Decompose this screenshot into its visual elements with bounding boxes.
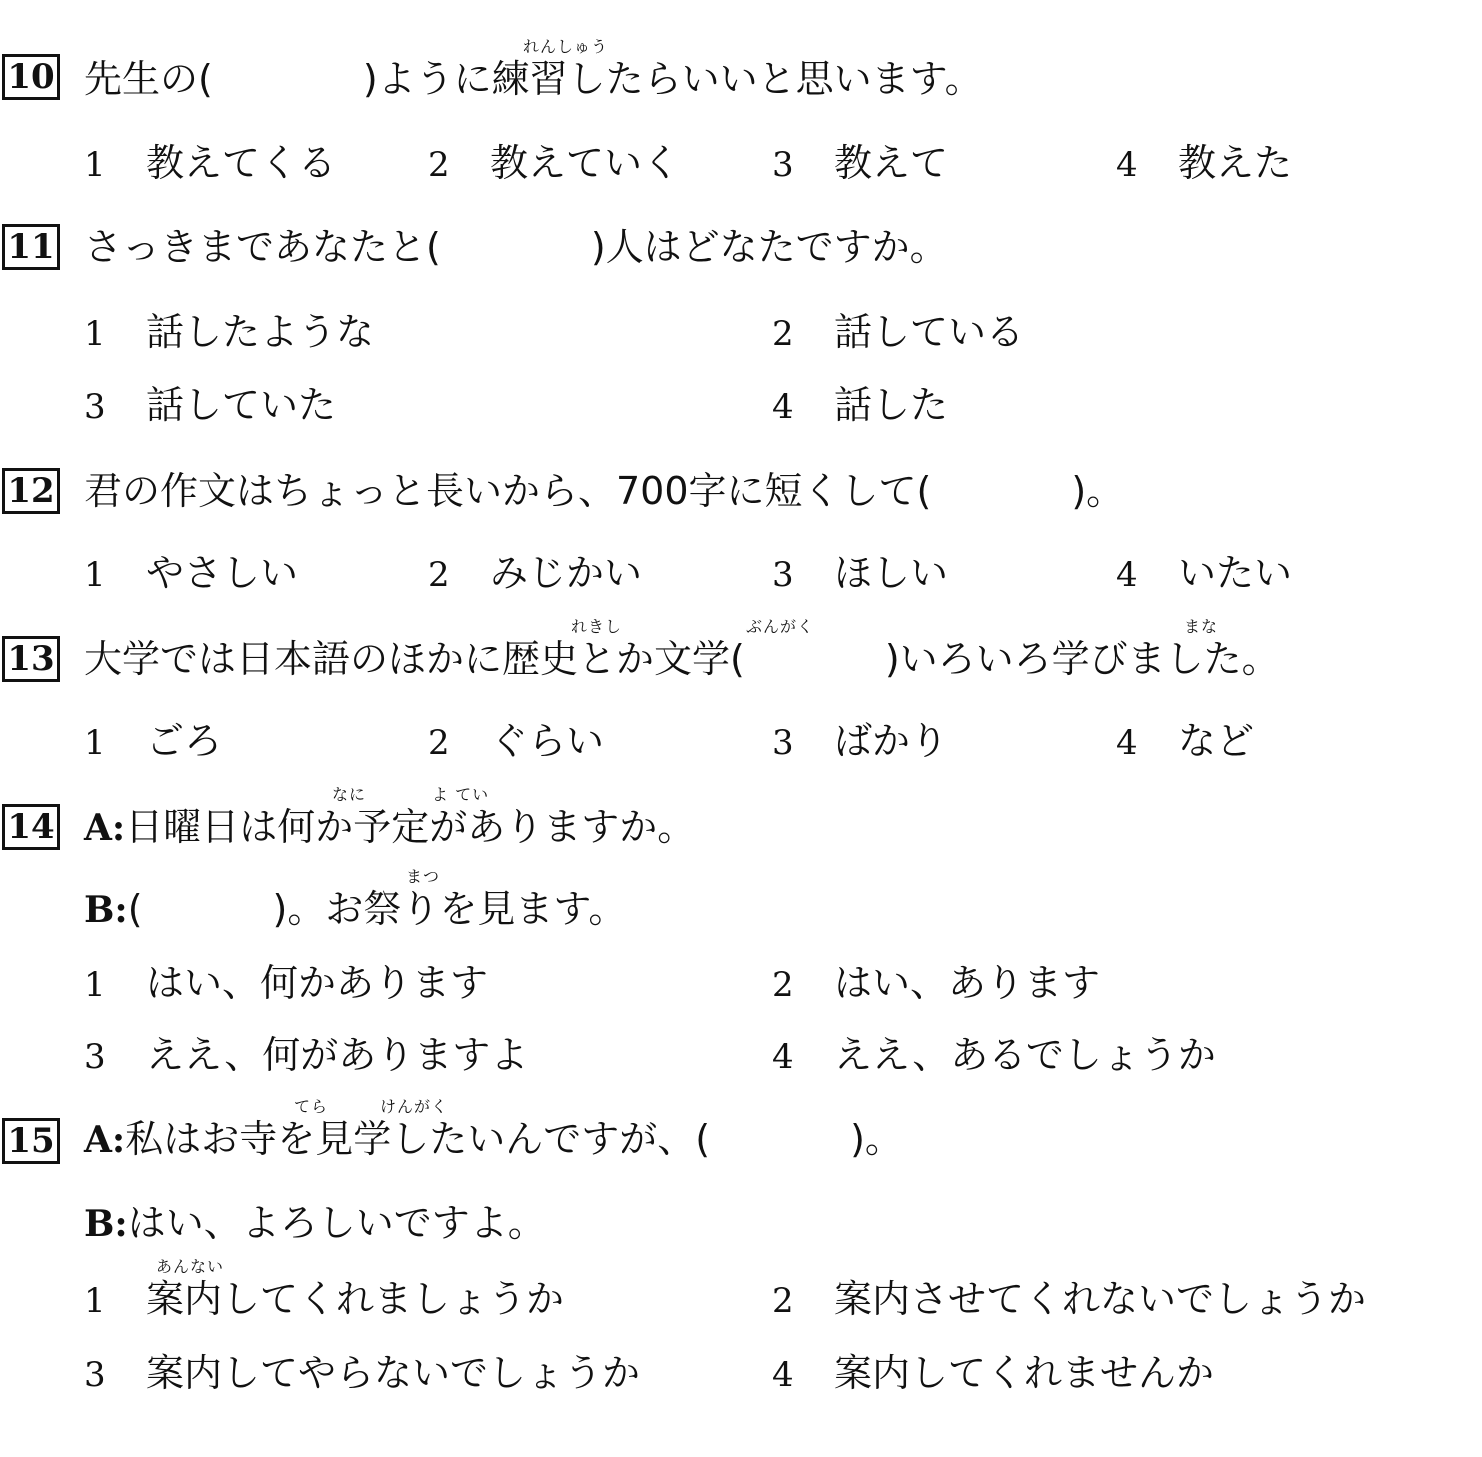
question-number-10: 10 [2, 54, 60, 100]
option-number: 3 [772, 555, 794, 595]
ruby-kengaku: けんがく [380, 1097, 449, 1116]
option-number: 2 [428, 555, 450, 595]
option-text: ほしい [834, 551, 949, 595]
option-13-1[interactable] [84, 716, 222, 768]
speaker-b-text-before: ( [127, 887, 143, 931]
option-text: 案内してくれませんか [834, 1351, 1215, 1395]
option-text: ぐらい [490, 719, 605, 763]
question-13-text-before: 大学では日本語のほかに歴史とか文学( [84, 637, 745, 681]
question-12-text-after: )。 [1071, 469, 1125, 513]
option-12-2[interactable] [428, 548, 642, 600]
speaker-a-label: A: [84, 1119, 126, 1161]
option-text: 教えた [1178, 141, 1293, 185]
speaker-a-text-after: )。 [850, 1117, 903, 1161]
question-number-15: 15 [2, 1118, 60, 1164]
option-number: 1 [84, 145, 106, 185]
option-text: みじかい [490, 551, 643, 595]
option-text: 話している [834, 310, 1025, 354]
option-number: 4 [1116, 723, 1138, 763]
question-14-line-b [84, 884, 626, 935]
option-14-1[interactable] [84, 958, 488, 1010]
option-number: 4 [772, 1037, 794, 1077]
option-number: 1 [84, 965, 106, 1005]
option-number: 2 [428, 723, 450, 763]
option-text: 教えて [834, 141, 949, 185]
ruby-bungaku: ぶんがく [746, 617, 815, 636]
option-10-4[interactable] [1116, 138, 1292, 190]
option-10-1[interactable] [84, 138, 336, 190]
option-13-4[interactable] [1116, 716, 1254, 768]
question-13-text-after: )いろいろ学びました。 [884, 637, 1280, 681]
question-11-text [84, 222, 948, 272]
option-text: 案内してくれましょうか [146, 1277, 565, 1321]
question-13-text [84, 634, 1280, 684]
option-number: 3 [84, 1037, 106, 1077]
option-11-4[interactable] [772, 380, 948, 432]
option-text: はい、何かあります [146, 961, 489, 1005]
option-text: はい、あります [834, 961, 1101, 1005]
option-text: 話したような [146, 310, 375, 354]
option-text: 教えていく [490, 141, 681, 185]
ruby-tera: てら [294, 1097, 329, 1116]
speaker-b-text: はい、よろしいですよ。 [127, 1201, 546, 1245]
speaker-b-text-after: )。お祭りを見ます。 [272, 887, 627, 931]
question-number-11: 11 [2, 224, 60, 270]
ruby-annai: あんない [156, 1257, 225, 1276]
option-text: 話していた [146, 383, 337, 427]
ruby-rekishi: れきし [571, 617, 623, 636]
ruby-mana: まな [1184, 617, 1219, 636]
speaker-a-label: A: [84, 807, 126, 849]
option-text: 案内させてくれないでしょうか [834, 1277, 1367, 1321]
question-14-line-a [84, 802, 695, 853]
option-number: 1 [84, 314, 106, 354]
option-11-3[interactable] [84, 380, 336, 432]
option-number: 3 [84, 1355, 106, 1395]
option-number: 1 [84, 555, 106, 595]
ruby-matsu: まつ [406, 867, 441, 886]
option-text: ええ、あるでしょうか [834, 1033, 1216, 1077]
question-10-text-before: 先生の( [84, 57, 213, 101]
ruby-renshuu: れんしゅう [523, 37, 609, 56]
option-15-4[interactable] [772, 1348, 1214, 1400]
option-number: 4 [772, 387, 794, 427]
speaker-b-label: B: [84, 889, 128, 931]
option-number: 4 [772, 1355, 794, 1395]
option-12-1[interactable] [84, 548, 298, 600]
option-10-3[interactable] [772, 138, 948, 190]
option-number: 2 [772, 965, 794, 1005]
option-number: 1 [84, 1281, 106, 1321]
question-11-text-after: )人はどなたですか。 [590, 225, 948, 269]
question-11-text-before: さっきまであなたと( [84, 225, 441, 269]
speaker-a-text: 日曜日は何か予定がありますか。 [125, 805, 696, 849]
option-12-3[interactable] [772, 548, 948, 600]
option-14-3[interactable] [84, 1030, 528, 1082]
option-number: 4 [1116, 555, 1138, 595]
option-number: 3 [772, 723, 794, 763]
speaker-a-text-before: 私はお寺を見学したいんですが、( [125, 1117, 711, 1161]
option-11-1[interactable] [84, 307, 374, 359]
option-number: 2 [772, 314, 794, 354]
question-number-14: 14 [2, 804, 60, 850]
option-text: 案内してやらないでしょうか [146, 1351, 641, 1395]
option-text: ええ、何がありますよ [146, 1033, 529, 1077]
option-text: 話した [834, 383, 949, 427]
option-text: ばかり [834, 719, 949, 763]
option-text: 教えてくる [146, 141, 337, 185]
question-12-text-before: 君の作文はちょっと長いから、700字に短くして( [84, 469, 932, 513]
question-10-text-after: )ように練習したらいいと思います。 [362, 57, 983, 101]
speaker-b-label: B: [84, 1203, 128, 1245]
option-number: 2 [772, 1281, 794, 1321]
question-12-text [84, 466, 1124, 516]
option-number: 2 [428, 145, 450, 185]
ruby-yotei: よ てい [432, 785, 490, 804]
option-text: ごろ [146, 719, 223, 763]
option-number: 4 [1116, 145, 1138, 185]
option-13-2[interactable] [428, 716, 604, 768]
option-number: 3 [84, 387, 106, 427]
option-14-4[interactable] [772, 1030, 1216, 1082]
option-text: やさしい [146, 551, 299, 595]
option-number: 1 [84, 723, 106, 763]
option-13-3[interactable] [772, 716, 948, 768]
ruby-nani: なに [332, 785, 367, 804]
option-15-1[interactable] [84, 1274, 564, 1326]
question-number-12: 12 [2, 468, 60, 514]
option-10-2[interactable] [428, 138, 680, 190]
question-15-line-b [84, 1198, 546, 1249]
option-text: いたい [1178, 551, 1293, 595]
option-15-2[interactable] [772, 1274, 1366, 1326]
option-number: 3 [772, 145, 794, 185]
option-text: など [1178, 719, 1255, 763]
question-15-line-a [84, 1114, 903, 1165]
option-11-2[interactable] [772, 307, 1024, 359]
question-10-text [84, 54, 983, 104]
option-15-3[interactable] [84, 1348, 640, 1400]
option-12-4[interactable] [1116, 548, 1292, 600]
option-14-2[interactable] [772, 958, 1100, 1010]
question-number-13: 13 [2, 636, 60, 682]
